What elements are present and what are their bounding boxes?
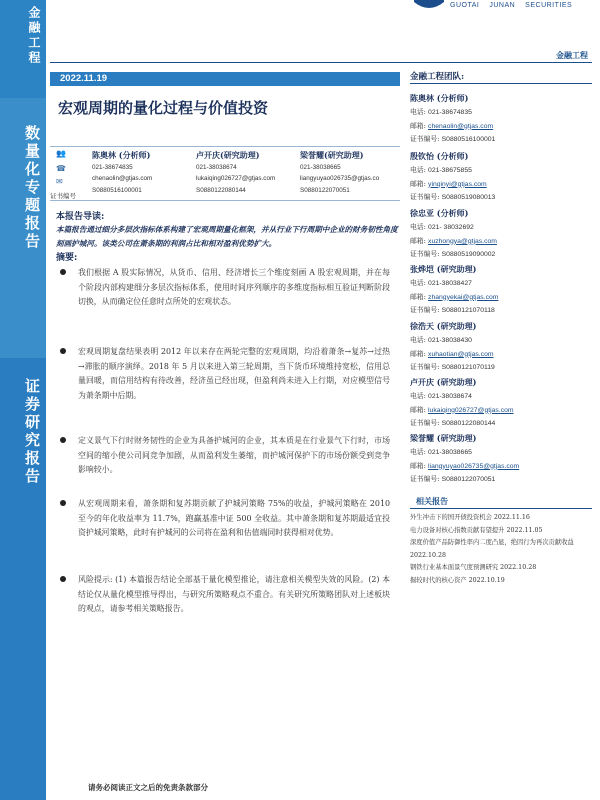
team-member: 徐忠亚 (分析师) 电话: 021- 38032692 邮箱: xuzhongya@gtjas.com 证书编号: S0880519090002 bbox=[410, 208, 497, 259]
bullet-dot-icon bbox=[60, 437, 66, 443]
header-category: 金融工程 bbox=[556, 50, 588, 60]
bullet-dot-icon bbox=[60, 348, 66, 354]
guide-heading: 本报告导读: bbox=[56, 212, 105, 222]
email-link[interactable]: liangyuyao026735@gtjas.com bbox=[428, 462, 520, 470]
side-band bbox=[0, 0, 46, 800]
date-bar bbox=[50, 72, 400, 86]
email-link[interactable]: zhangyekai@gtjas.com bbox=[428, 293, 499, 301]
header-divider bbox=[50, 62, 592, 63]
email-link[interactable]: xuzhongya@gtjas.com bbox=[428, 237, 497, 245]
mail-icon: ✉ bbox=[56, 177, 63, 186]
team-member: 梁誉耀 (研究助理) 电话: 021-38038665 邮箱: liangyuyao026735@gtjas.com 证书编号: S0880122070051 bbox=[410, 433, 520, 484]
team-member: 殷钦怡 (分析师) 电话: 021-38675855 邮箱: yinqinyi@gtjas.com 证书编号: S0880519080013 bbox=[410, 151, 496, 202]
email-link[interactable]: lukaiqing026727@gtjas.com bbox=[428, 406, 514, 414]
person-icon: 👥 bbox=[56, 149, 66, 158]
related-list bbox=[410, 512, 595, 587]
email-link[interactable]: chenaolin@gtjas.com bbox=[428, 122, 494, 130]
logo-mark-icon bbox=[414, 0, 444, 12]
disclaimer-footer: 请务必阅读正文之后的免责条款部分 bbox=[88, 783, 208, 792]
side-label-report-type: 数量化专题报告 bbox=[23, 125, 41, 251]
team-member: 徐浩天 (研究助理) 电话: 021-38038430 邮箱: xuhaotian@gtjas.com 证书编号: S0880121070119 bbox=[410, 321, 495, 372]
company-logo bbox=[414, 0, 590, 16]
cert-label: 证书编号 bbox=[50, 192, 76, 200]
side-label-research: 证券研究报告 bbox=[23, 378, 41, 486]
email-link[interactable]: xuhaotian@gtjas.com bbox=[428, 350, 494, 358]
author-column: 梁誉耀(研究助理) 021-38038665 liangyuyao026735@gtjas.co S0880122070051 bbox=[300, 150, 380, 194]
related-heading-bar bbox=[410, 495, 592, 509]
report-date: 2022.11.19 bbox=[60, 73, 108, 84]
related-item[interactable]: 深度价值产品防御性率内二度凸显，绝因行为再次贡献收益 2022.10.28 bbox=[410, 539, 574, 559]
related-item[interactable]: 掘较时代的核心资产 2022.10.19 bbox=[410, 576, 505, 584]
bullet-dot-icon bbox=[60, 500, 66, 506]
bullet-dot-icon bbox=[60, 576, 66, 582]
related-item[interactable]: 电力设备对核心指数贡献有望提升 2022.11.05 bbox=[410, 526, 543, 534]
related-item[interactable]: 外生冲击下的国开债投资机会 2022.11.16 bbox=[410, 514, 530, 521]
summary-heading: 摘要: bbox=[56, 253, 78, 263]
phone-icon: ☎ bbox=[56, 164, 66, 173]
related-item[interactable]: 钢铁行业基本面景气度预测研究 2022.10.28 bbox=[410, 564, 537, 571]
team-member: 卢开庆 (研究助理) 电话: 021-38038674 邮箱: lukaiqing026727@gtjas.com 证书编号: S0880122080144 bbox=[410, 377, 514, 428]
author-column: 卢开庆(研究助理) 021-38038674 lukaiqing026727@gtjas.com S0880122080144 bbox=[196, 150, 276, 194]
report-title: 宏观周期的量化过程与价值投资 bbox=[58, 99, 269, 117]
author-column: 陈奥林 (分析师) 021-38674835 chenaolin@gtjas.com S0880516100001 bbox=[92, 150, 153, 194]
guide-text: 本篇报告通过细分多层次指标体系构建了宏观周期量化框架，并从行业下行周期中企业的财务韧性角度刻画护城河。该类公司在萧条期的利润占比和相对盈利优势扩大。 bbox=[56, 225, 398, 248]
logo-wordmark: GUOTAI JUNAN SECURITIES bbox=[450, 2, 573, 9]
team-divider bbox=[410, 83, 592, 84]
related-heading: 相关报告 bbox=[416, 496, 448, 506]
authors-table bbox=[50, 146, 400, 201]
bullet-dot-icon bbox=[60, 269, 66, 275]
team-heading: 金融工程团队: bbox=[410, 72, 465, 82]
side-label-category: 金融工程 bbox=[27, 6, 41, 66]
team-member: 张烨垲 (研究助理) 电话: 021-38038427 邮箱: zhangyekai@gtjas.com 证书编号: S0880121070118 bbox=[410, 264, 499, 315]
team-member: 陈奥林 (分析师) 电话: 021-38674835 邮箱: chenaolin@gtjas.com 证书编号: S0880516100001 bbox=[410, 93, 496, 144]
email-link[interactable]: yinqinyi@gtjas.com bbox=[428, 180, 487, 188]
